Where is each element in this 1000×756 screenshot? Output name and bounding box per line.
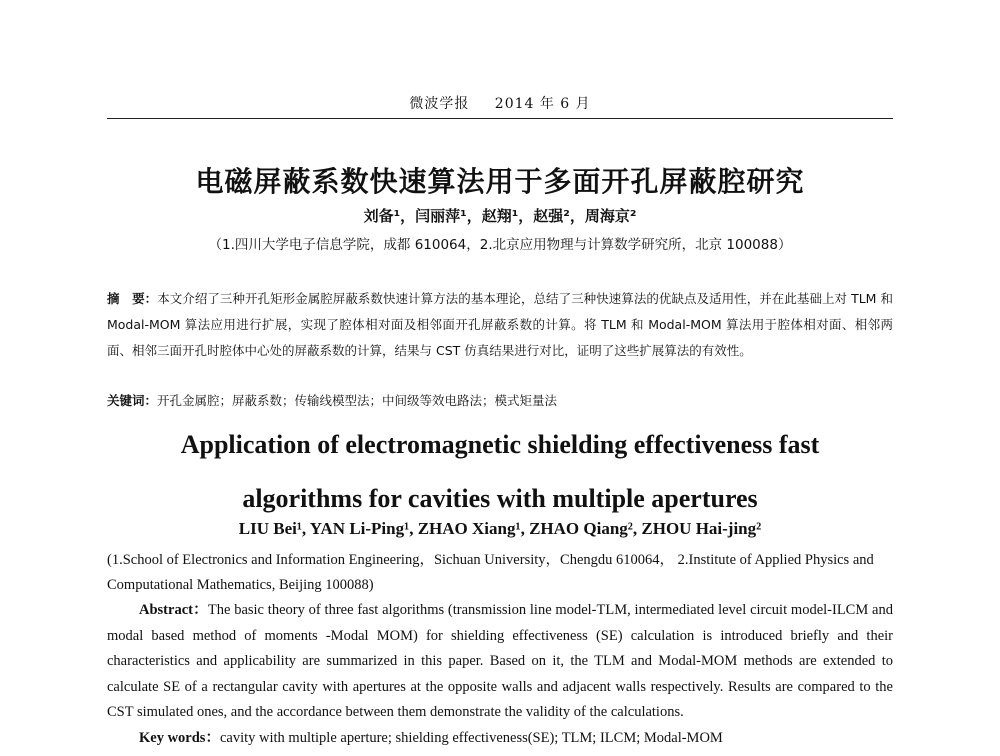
chinese-abstract (107, 286, 893, 364)
chinese-title: 电磁屏蔽系数快速算法用于多面开孔屏蔽腔研究 (195, 165, 805, 198)
english-abstract (107, 598, 893, 726)
chinese-abstract-label: 摘 要： (107, 291, 158, 306)
journal-issue: 2014 年 6 月 (494, 96, 591, 112)
english-affiliation: (1.School of Electronics and Information Engineering，Sichuan University，Chengdu 610064， 2.Institute of Applied Physics and Computational Mathematics, Beijing 100088) (107, 552, 874, 593)
english-abstract-text: The basic theory of three fast algorithms (transmission line model-TLM, intermediated level circuit model-ILCM and modal based method of moments -Modal MOM) for shielding effectiveness (SE) calculation is introduced briefly and their characteristics and applicability are summarized in this paper. Based on it, the TLM and Modal-MOM methods are extended to calculate SE of a rectangular cavity with apertures at the opposite walls and adjacent walls respectively. Results are compared to the CST simulated ones, and the accordance between them demonstrate the validity of the calculations. (107, 602, 893, 721)
english-abstract-label: Abstract： (139, 602, 208, 618)
english-keywords-label: Key words： (139, 730, 220, 746)
english-authors: LIU Bei¹, YAN Li-Ping¹, ZHAO Xiang¹, ZHAO Qiang², ZHOU Hai-jing² (238, 519, 762, 538)
chinese-authors: 刘备¹，闫丽萍¹，赵翔¹，赵强²，周海京² (363, 207, 637, 225)
journal-header (107, 90, 893, 119)
chinese-keywords (107, 390, 893, 412)
journal-name: 微波学报 (409, 96, 470, 112)
chinese-affiliation: （1.四川大学电子信息学院，成都 610064，2.北京应用物理与计算数学研究所，北京 100088） (208, 237, 792, 253)
english-title-line-1: Application of electromagnetic shielding effectiveness fast (180, 430, 820, 459)
chinese-keywords-label: 关键词： (107, 393, 158, 408)
english-keywords (139, 727, 899, 749)
english-keywords-text: cavity with multiple aperture; shielding effectiveness(SE); TLM; ILCM; Modal-MOM (219, 730, 723, 746)
english-title (0, 418, 1000, 526)
chinese-abstract-text: 本文介绍了三种开孔矩形金属腔屏蔽系数快速计算方法的基本理论，总结了三种快速算法的优缺点及适用性，并在此基础上对 TLM 和 Modal-MOM 算法应用进行扩展，实现了腔体相对面及相邻面开孔屏蔽系数的计算。将 TLM 和 Modal-MOM 算法用于腔体相对面、相邻两面、相邻三面开孔时腔体中心处的屏蔽系数的计算，结果与 CST 仿真结果进行对比，证明了这些扩展算法的有效性。 (107, 291, 893, 358)
english-title-line-2: algorithms for cavities with multiple apertures (242, 484, 758, 513)
chinese-keywords-text: 开孔金属腔；屏蔽系数；传输线模型法；中间级等效电路法；模式矩量法 (157, 393, 558, 408)
